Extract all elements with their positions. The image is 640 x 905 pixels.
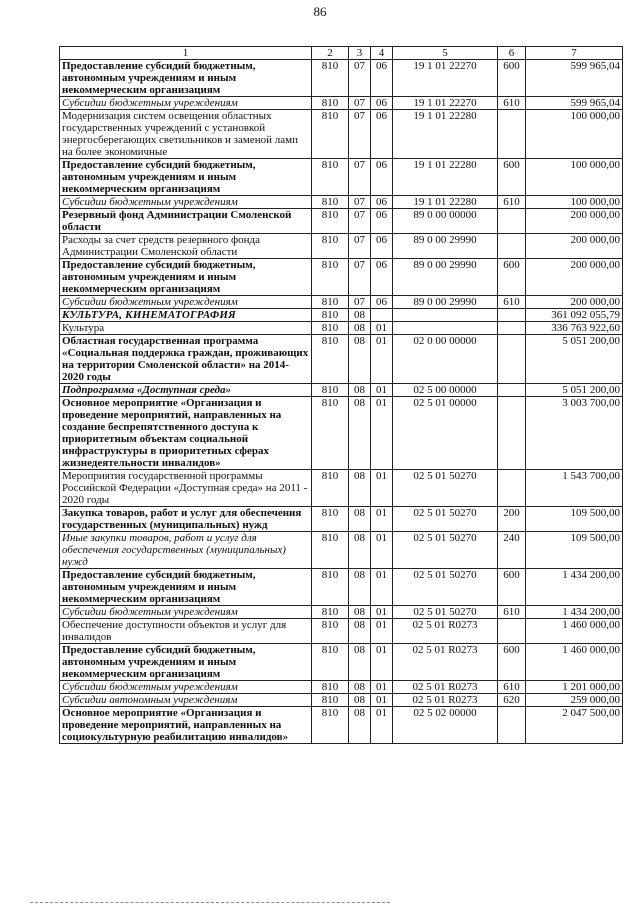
subsection-code-cell: 01 [371, 384, 393, 397]
subsection-code-cell: 06 [371, 159, 393, 196]
admin-code-cell: 810 [312, 97, 349, 110]
expense-type-cell [498, 209, 526, 234]
target-article-cell: 89 0 00 29990 [393, 259, 498, 296]
subsection-code-cell: 01 [371, 322, 393, 335]
table-row [60, 309, 623, 322]
subsection-code-cell: 06 [371, 110, 393, 159]
subsection-code-cell: 01 [371, 694, 393, 707]
admin-code-cell: 810 [312, 707, 349, 744]
admin-code-cell: 810 [312, 259, 349, 296]
expense-type-cell [498, 322, 526, 335]
amount-cell: 109 500,00 [526, 507, 623, 532]
expense-type-cell: 600 [498, 569, 526, 606]
subsection-code-cell: 01 [371, 569, 393, 606]
table-row [60, 694, 623, 707]
budget-item-name: Предоставление субсидий бюджетным, автономным учреждениям и иным некоммерческим организациям [60, 644, 312, 681]
target-article-cell: 19 1 01 22280 [393, 159, 498, 196]
table-row [60, 159, 623, 196]
budget-item-name: Обеспечение доступности объектов и услуг для инвалидов [60, 619, 312, 644]
section-code-cell: 08 [349, 569, 371, 606]
budget-item-name: Предоставление субсидий бюджетным, автономным учреждениям и иным некоммерческим организациям [60, 159, 312, 196]
target-article-cell: 89 0 00 29990 [393, 296, 498, 309]
amount-cell: 109 500,00 [526, 532, 623, 569]
expense-type-cell: 600 [498, 159, 526, 196]
table-row [60, 335, 623, 384]
expense-type-cell [498, 234, 526, 259]
table-row [60, 110, 623, 159]
target-article-cell [393, 309, 498, 322]
subsection-code-cell: 01 [371, 644, 393, 681]
table-row [60, 470, 623, 507]
budget-item-name: Резервный фонд Администрации Смоленской области [60, 209, 312, 234]
amount-cell: 361 092 055,79 [526, 309, 623, 322]
budget-table [59, 46, 623, 744]
expense-type-cell: 240 [498, 532, 526, 569]
subsection-code-cell: 06 [371, 296, 393, 309]
section-code-cell: 07 [349, 259, 371, 296]
target-article-cell: 02 5 01 50270 [393, 470, 498, 507]
section-code-cell: 07 [349, 209, 371, 234]
table-row [60, 209, 623, 234]
target-article-cell: 02 5 00 00000 [393, 384, 498, 397]
section-code-cell: 08 [349, 309, 371, 322]
bottom-divider [30, 902, 390, 903]
admin-code-cell: 810 [312, 606, 349, 619]
admin-code-cell: 810 [312, 470, 349, 507]
table-row [60, 322, 623, 335]
budget-item-name: Субсидии автономным учреждениям [60, 694, 312, 707]
expense-type-cell [498, 619, 526, 644]
amount-cell: 100 000,00 [526, 159, 623, 196]
section-code-cell: 07 [349, 296, 371, 309]
section-code-cell: 08 [349, 532, 371, 569]
amount-cell: 200 000,00 [526, 296, 623, 309]
amount-cell: 336 763 922,60 [526, 322, 623, 335]
admin-code-cell: 810 [312, 681, 349, 694]
admin-code-cell: 810 [312, 296, 349, 309]
admin-code-cell: 810 [312, 110, 349, 159]
admin-code-cell: 810 [312, 619, 349, 644]
subsection-code-cell: 01 [371, 707, 393, 744]
expense-type-cell [498, 309, 526, 322]
expense-type-cell [498, 397, 526, 470]
budget-item-name: Субсидии бюджетным учреждениям [60, 681, 312, 694]
header-col-2: 2 [312, 47, 349, 60]
table-row [60, 507, 623, 532]
admin-code-cell: 810 [312, 196, 349, 209]
budget-item-name: Субсидии бюджетным учреждениям [60, 606, 312, 619]
amount-cell: 5 051 200,00 [526, 335, 623, 384]
admin-code-cell: 810 [312, 569, 349, 606]
target-article-cell: 02 5 01 50270 [393, 532, 498, 569]
section-code-cell: 08 [349, 644, 371, 681]
subsection-code-cell: 06 [371, 97, 393, 110]
budget-item-name: Иные закупки товаров, работ и услуг для обеспечения государственных (муниципальных) нужд [60, 532, 312, 569]
budget-item-name: Основное мероприятие «Организация и проведение мероприятий, направленных на создание беспрепятственного доступа к приоритетным объектам социальной инфраструктуры в приоритетных сферах жизнедеятельности инвалидов» [60, 397, 312, 470]
budget-item-name: Расходы за счет средств резервного фонда Администрации Смоленской области [60, 234, 312, 259]
section-code-cell: 08 [349, 606, 371, 619]
header-col-7: 7 [526, 47, 623, 60]
section-code-cell: 07 [349, 196, 371, 209]
amount-cell: 599 965,04 [526, 97, 623, 110]
amount-cell: 5 051 200,00 [526, 384, 623, 397]
target-article-cell: 89 0 00 00000 [393, 209, 498, 234]
table-row [60, 707, 623, 744]
target-article-cell [393, 322, 498, 335]
target-article-cell: 89 0 00 29990 [393, 234, 498, 259]
admin-code-cell: 810 [312, 397, 349, 470]
section-code-cell: 08 [349, 397, 371, 470]
table-row [60, 196, 623, 209]
budget-item-name: Субсидии бюджетным учреждениям [60, 196, 312, 209]
target-article-cell: 02 5 01 R0273 [393, 694, 498, 707]
amount-cell: 3 003 700,00 [526, 397, 623, 470]
subsection-code-cell: 01 [371, 532, 393, 569]
amount-cell: 200 000,00 [526, 234, 623, 259]
subsection-code-cell [371, 309, 393, 322]
expense-type-cell: 620 [498, 694, 526, 707]
target-article-cell: 02 5 01 50270 [393, 569, 498, 606]
amount-cell: 1 460 000,00 [526, 619, 623, 644]
budget-item-name: КУЛЬТУРА, КИНЕМАТОГРАФИЯ [60, 309, 312, 322]
expense-type-cell [498, 335, 526, 384]
subsection-code-cell: 06 [371, 259, 393, 296]
admin-code-cell: 810 [312, 322, 349, 335]
section-code-cell: 08 [349, 707, 371, 744]
section-code-cell: 07 [349, 159, 371, 196]
table-row [60, 296, 623, 309]
budget-item-name: Закупка товаров, работ и услуг для обеспечения государственных (муниципальных) нужд [60, 507, 312, 532]
subsection-code-cell: 01 [371, 681, 393, 694]
section-code-cell: 08 [349, 335, 371, 384]
target-article-cell: 02 5 01 50270 [393, 606, 498, 619]
section-code-cell: 07 [349, 234, 371, 259]
expense-type-cell: 600 [498, 259, 526, 296]
table-row [60, 60, 623, 97]
table-row [60, 234, 623, 259]
expense-type-cell [498, 110, 526, 159]
amount-cell: 1 460 000,00 [526, 644, 623, 681]
admin-code-cell: 810 [312, 694, 349, 707]
subsection-code-cell: 01 [371, 606, 393, 619]
section-code-cell: 08 [349, 470, 371, 507]
subsection-code-cell: 01 [371, 619, 393, 644]
amount-cell: 100 000,00 [526, 110, 623, 159]
table-row [60, 681, 623, 694]
expense-type-cell: 200 [498, 507, 526, 532]
expense-type-cell: 600 [498, 60, 526, 97]
target-article-cell: 02 5 01 R0273 [393, 619, 498, 644]
expense-type-cell: 610 [498, 296, 526, 309]
expense-type-cell: 610 [498, 681, 526, 694]
budget-item-name: Мероприятия государственной программы Российской Федерации «Доступная среда» на 2011 - 2020 годы [60, 470, 312, 507]
expense-type-cell: 600 [498, 644, 526, 681]
amount-cell: 599 965,04 [526, 60, 623, 97]
subsection-code-cell: 01 [371, 397, 393, 470]
header-col-4: 4 [371, 47, 393, 60]
table-row [60, 532, 623, 569]
subsection-code-cell: 01 [371, 335, 393, 384]
table-row [60, 619, 623, 644]
section-code-cell: 07 [349, 60, 371, 97]
target-article-cell: 02 5 01 00000 [393, 397, 498, 470]
budget-item-name: Предоставление субсидий бюджетным, автономным учреждениям и иным некоммерческим организациям [60, 259, 312, 296]
target-article-cell: 02 0 00 00000 [393, 335, 498, 384]
budget-item-name: Предоставление субсидий бюджетным, автономным учреждениям и иным некоммерческим организациям [60, 60, 312, 97]
header-col-1: 1 [60, 47, 312, 60]
table-row [60, 384, 623, 397]
amount-cell: 200 000,00 [526, 209, 623, 234]
target-article-cell: 02 5 01 R0273 [393, 681, 498, 694]
page-number: 86 [313, 4, 327, 19]
target-article-cell: 02 5 01 50270 [393, 507, 498, 532]
admin-code-cell: 810 [312, 209, 349, 234]
admin-code-cell: 810 [312, 159, 349, 196]
expense-type-cell [498, 384, 526, 397]
admin-code-cell: 810 [312, 234, 349, 259]
budget-item-name: Культура [60, 322, 312, 335]
expense-type-cell: 610 [498, 606, 526, 619]
target-article-cell: 19 1 01 22280 [393, 110, 498, 159]
section-code-cell: 07 [349, 110, 371, 159]
subsection-code-cell: 06 [371, 60, 393, 97]
budget-item-name: Предоставление субсидий бюджетным, автономным учреждениям и иным некоммерческим организациям [60, 569, 312, 606]
table-row [60, 569, 623, 606]
subsection-code-cell: 01 [371, 507, 393, 532]
target-article-cell: 19 1 01 22270 [393, 97, 498, 110]
amount-cell: 100 000,00 [526, 196, 623, 209]
budget-item-name: Областная государственная программа «Социальная поддержка граждан, проживающих на территории Смоленской области» на 2014-2020 годы [60, 335, 312, 384]
amount-cell: 1 201 000,00 [526, 681, 623, 694]
expense-type-cell: 610 [498, 97, 526, 110]
admin-code-cell: 810 [312, 384, 349, 397]
admin-code-cell: 810 [312, 507, 349, 532]
target-article-cell: 19 1 01 22270 [393, 60, 498, 97]
admin-code-cell: 810 [312, 309, 349, 322]
table-row [60, 644, 623, 681]
budget-item-name: Основное мероприятие «Организация и проведение мероприятий, направленных на социокультурную реабилитацию инвалидов» [60, 707, 312, 744]
admin-code-cell: 810 [312, 532, 349, 569]
budget-item-name: Субсидии бюджетным учреждениям [60, 97, 312, 110]
section-code-cell: 08 [349, 322, 371, 335]
amount-cell: 1 434 200,00 [526, 569, 623, 606]
budget-item-name: Субсидии бюджетным учреждениям [60, 296, 312, 309]
table-row [60, 397, 623, 470]
amount-cell: 1 543 700,00 [526, 470, 623, 507]
section-code-cell: 07 [349, 97, 371, 110]
amount-cell: 1 434 200,00 [526, 606, 623, 619]
admin-code-cell: 810 [312, 644, 349, 681]
admin-code-cell: 810 [312, 335, 349, 384]
budget-item-name: Подпрограмма «Доступная среда» [60, 384, 312, 397]
section-code-cell: 08 [349, 384, 371, 397]
section-code-cell: 08 [349, 619, 371, 644]
header-col-3: 3 [349, 47, 371, 60]
section-code-cell: 08 [349, 507, 371, 532]
header-col-6: 6 [498, 47, 526, 60]
amount-cell: 200 000,00 [526, 259, 623, 296]
table-row [60, 259, 623, 296]
table-body [60, 60, 623, 744]
subsection-code-cell: 06 [371, 234, 393, 259]
amount-cell: 259 000,00 [526, 694, 623, 707]
target-article-cell: 02 5 01 R0273 [393, 644, 498, 681]
subsection-code-cell: 06 [371, 196, 393, 209]
expense-type-cell [498, 707, 526, 744]
subsection-code-cell: 01 [371, 470, 393, 507]
header-row [60, 47, 623, 60]
budget-item-name: Модернизация систем освещения областных государственных учреждений с установкой энергосберегающих светильников и заменой ламп на более экономичные [60, 110, 312, 159]
target-article-cell: 19 1 01 22280 [393, 196, 498, 209]
section-code-cell: 08 [349, 694, 371, 707]
expense-type-cell [498, 470, 526, 507]
section-code-cell: 08 [349, 681, 371, 694]
admin-code-cell: 810 [312, 60, 349, 97]
target-article-cell: 02 5 02 00000 [393, 707, 498, 744]
expense-type-cell: 610 [498, 196, 526, 209]
header-col-5: 5 [393, 47, 498, 60]
table-row [60, 606, 623, 619]
subsection-code-cell: 06 [371, 209, 393, 234]
table-row [60, 97, 623, 110]
amount-cell: 2 047 500,00 [526, 707, 623, 744]
